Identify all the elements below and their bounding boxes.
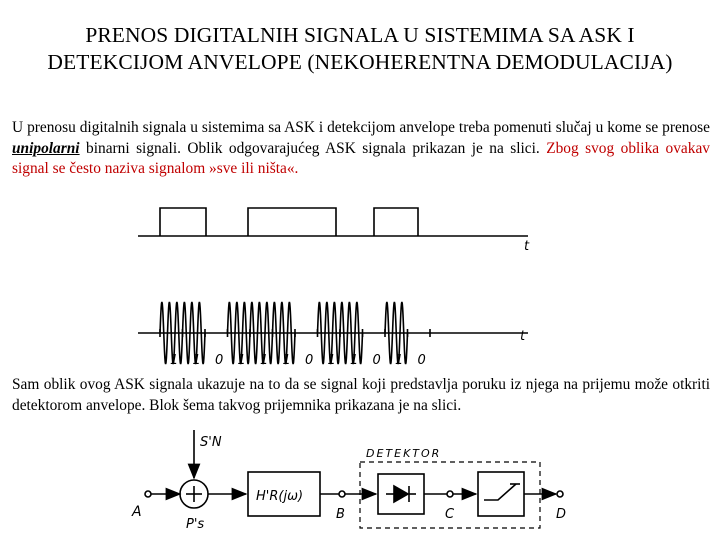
label-filter: H'R(jω) [256,489,304,504]
label-power: P's [186,517,205,532]
bit-label: 0 [215,353,224,368]
label-a: A [132,504,142,520]
lowpass-icon [484,484,516,500]
title-line-1: PRENOS DIGITALNIH SIGNALA U SISTEMIMA SA ASK I [85,23,635,47]
bottom-axis-label: t [520,329,526,344]
bit-label: 1 [237,353,246,368]
para1-text-a: U prenosu digitalnih signala u sistemima sa ASK i detekcijom anvelope treba pomenuti slučaj u kome se prenose [12,119,710,136]
bit-label: 0 [372,353,381,368]
bit-label: 1 [170,353,179,368]
label-d: D [556,507,567,522]
label-noise: S'N [200,435,222,450]
node-c [447,491,453,497]
label-b: B [336,507,345,522]
para1-highlight: Zbog svog oblika ovakav signal se često naziva signalom »sve ili ništa«. [12,139,710,177]
paragraph-receiver: Sam oblik ovog ASK signala ukazuje na to da se signal koji predstavlja poruku iz njega na prijemu može otkriti detektorom anvelope. Blok šema takvog prijemnika prikazana je na slici. [12,376,710,414]
label-c: C [445,507,455,522]
para1-text-b: binarni signali. Oblik odgovarajućeg ASK signala prikazan je na slici. [79,139,547,157]
node-a [145,491,151,497]
label-detector: DETEKTOR [366,447,442,460]
bit-label: 1 [327,353,336,368]
title-line-2: DETEKCIJOM ANVELOPE (NEKOHERENTNA DEMODULACIJA) [47,50,673,74]
node-b [339,491,345,497]
top-axis-label: t [524,239,530,254]
bit-label: 0 [305,353,314,368]
node-d [557,491,563,497]
bit-label: 1 [350,353,359,368]
bit-label: 1 [192,353,201,368]
lowpass-block [478,472,524,516]
bit-label: 1 [260,353,269,368]
bit-label: 1 [282,353,291,368]
bit-label: 0 [417,353,426,368]
bit-label: 1 [395,353,404,368]
para1-emphasis: unipolarni [12,139,80,157]
